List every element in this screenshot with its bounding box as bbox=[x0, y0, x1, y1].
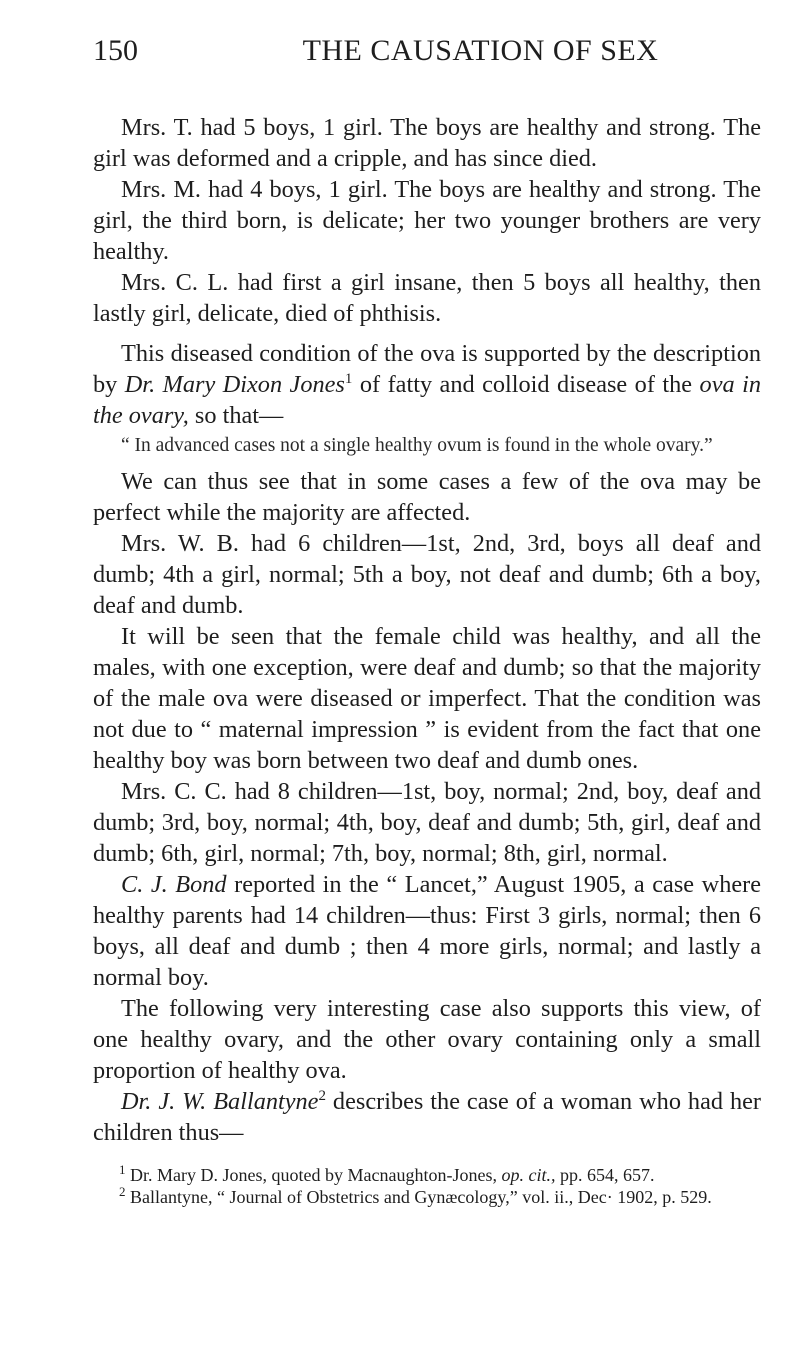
page-header bbox=[93, 34, 753, 84]
footnote-1-text: Dr. Mary D. Jones, quoted by Macnaughton-Jones, bbox=[125, 1165, 502, 1185]
paragraph-following-case: The following very interesting case also supports this view, of one healthy ovary, and the other ovary containing only a small proportion of healthy ova. bbox=[93, 995, 761, 1084]
page-number: 150 bbox=[93, 34, 138, 67]
p4-text-mid: of fatty and colloid disease of the bbox=[352, 371, 700, 398]
paragraph-mrs-m: Mrs. M. had 4 boys, 1 girl. The boys are healthy and strong. The girl, the third born, is delicate; her two younger brothers are very healthy. bbox=[93, 176, 761, 265]
page-body bbox=[93, 112, 761, 1208]
ova-in-ovary-italic: ova in the ovary, bbox=[93, 371, 761, 429]
footnote-1 bbox=[93, 1164, 761, 1186]
footnote-1-italic: op. cit., bbox=[501, 1165, 556, 1185]
footnote-ref-2: 2 bbox=[318, 1087, 326, 1104]
p4-text-start: This diseased condition of the ova is supported by the description by bbox=[93, 340, 761, 398]
p9-text: reported in the “ Lancet,” August 1905, a case where healthy parents had 14 children—thus: First 3 girls, normal; then 6 boys, all deaf and dumb ; then 4 more girls, normal; and lastly a normal boy. bbox=[93, 871, 762, 991]
p11-text: describes the case of a woman who had her children thus— bbox=[93, 1088, 761, 1146]
paragraph-female-healthy: It will be seen that the female child was healthy, and all the males, with one exception, were deaf and dumb; so that the majority of the male ova were diseased or imperfect. That the condition was not due to “ maternal impression ” is evident from the fact that one healthy boy was born between two deaf and dumb ones. bbox=[93, 623, 761, 774]
p4-text-end: so that— bbox=[188, 402, 284, 429]
footnote-2-text: Ballantyne, “ Journal of Obstetrics and Gynæcology,” vol. ii., Dec· 1902, p. 529. bbox=[125, 1187, 712, 1207]
footnote-2-mark: 2 bbox=[119, 1184, 126, 1199]
footnote-2 bbox=[93, 1186, 761, 1208]
footnotes bbox=[93, 1164, 761, 1208]
author-mary-dixon-jones: Dr. Mary Dixon Jones bbox=[124, 371, 345, 398]
paragraph-few-ova: We can thus see that in some cases a few of the ova may be perfect while the majority are affected. bbox=[93, 468, 761, 526]
paragraph-mrs-t: Mrs. T. had 5 boys, 1 girl. The boys are healthy and strong. The girl was deformed and a cripple, and has since died. bbox=[93, 114, 761, 172]
running-title: THE CAUSATION OF SEX bbox=[302, 34, 659, 67]
footnote-ref-1: 1 bbox=[344, 370, 353, 387]
author-cj-bond: C. J. Bond bbox=[121, 871, 227, 898]
paragraph-mrs-wb: Mrs. W. B. had 6 children—1st, 2nd, 3rd, boys all deaf and dumb; 4th a girl, normal; 5th a boy, not deaf and dumb; 6th a boy, deaf and dumb. bbox=[93, 530, 761, 619]
block-quote: “ In advanced cases not a single healthy ovum is found in the whole ovary.” bbox=[121, 435, 713, 456]
paragraph-ballantyne bbox=[93, 1086, 761, 1148]
footnote-1-mark: 1 bbox=[119, 1162, 126, 1177]
paragraph-mrs-cl: Mrs. C. L. had first a girl insane, then 5 boys all healthy, then lastly girl, delicate, died of phthisis. bbox=[93, 269, 761, 327]
footnote-1-end: pp. 654, 657. bbox=[555, 1165, 655, 1185]
paragraph-bond bbox=[93, 869, 761, 993]
paragraph-diseased-condition bbox=[93, 338, 761, 431]
paragraph-mrs-cc: Mrs. C. C. had 8 children—1st, boy, normal; 2nd, boy, deaf and dumb; 3rd, boy, normal; 4th, boy, deaf and dumb; 5th, girl, deaf and dumb; 6th, girl, normal; 7th, boy, normal; 8th, girl, normal. bbox=[93, 778, 761, 867]
author-ballantyne: Dr. J. W. Ballantyne bbox=[121, 1088, 319, 1115]
